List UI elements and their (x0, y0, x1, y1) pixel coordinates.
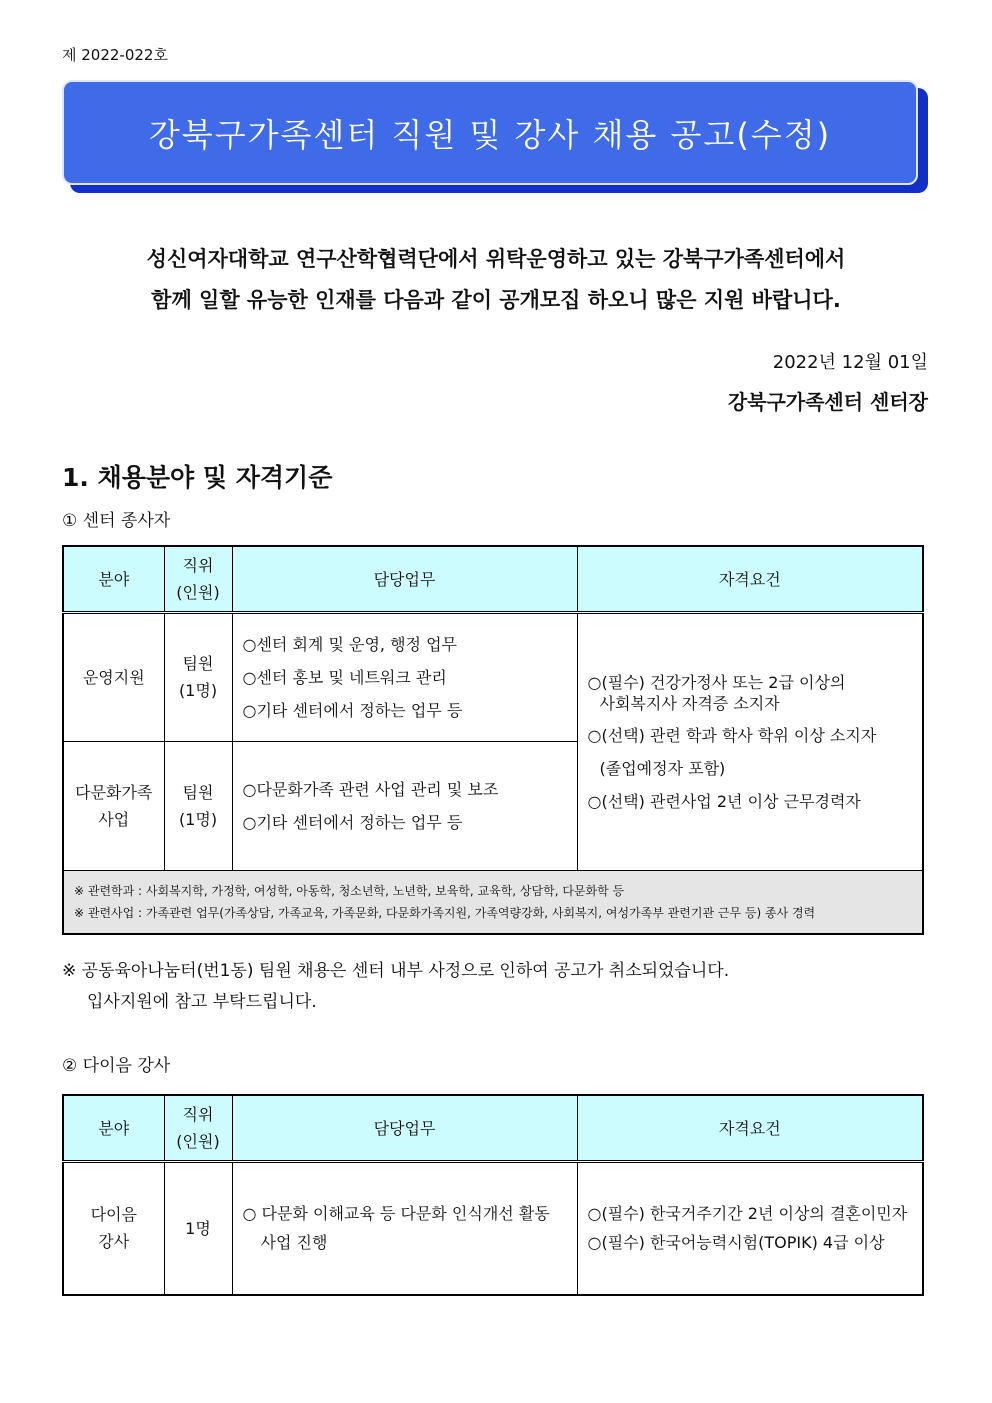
intro-line-1: 성신여자대학교 연구산학협력단에서 위탁운영하고 있는 강북구가족센터에서 (146, 247, 846, 271)
header-qualifications: 자격요건 (577, 1095, 923, 1161)
note-related-work: ※ 관련사업 : 가족관련 업무(가족상담, 가족교육, 가족문화, 다문화가족지원, 가족역량강화, 사회복지, 여성가족부 관련기관 근무 등) 종사 경력 (74, 905, 816, 920)
field-cell (63, 1161, 164, 1295)
position-line1: 팀원 (182, 654, 214, 673)
position-line1: 팀원 (182, 782, 214, 802)
position-cell (164, 612, 232, 741)
header-position (164, 1095, 232, 1161)
duty-item: ○다문화가족 관련 사업 관리 및 보조 (242, 779, 499, 799)
field-line2: 사업 (98, 809, 130, 829)
document-number: 제 2022-022호 (62, 46, 168, 64)
qualifications-cell (577, 612, 923, 870)
duty-item: ○기타 센터에서 정하는 업무 등 (242, 700, 463, 720)
qualification-item: ○(필수) 건강가정사 또는 2급 이상의 (587, 672, 846, 692)
note-related-majors: ※ 관련학과 : 사회복지학, 가정학, 여성학, 아동학, 청소년학, 노년학, 보육학, 교육학, 상담학, 다문화학 등 (74, 883, 625, 898)
table-row (63, 612, 923, 741)
notice-line2: 입사지원에 참고 부탁드립니다. (87, 992, 317, 1012)
field-cell: 운영지원 (63, 612, 164, 741)
field-cell (63, 741, 164, 870)
position-line2: (1명) (178, 681, 218, 700)
qualification-item: ○(선택) 관련 학과 학사 학위 이상 소지자 (587, 725, 877, 745)
subsection-title-instructor: ② 다이음 강사 (62, 1056, 171, 1076)
header-position-line1: 직위 (182, 555, 214, 575)
notes-cell (63, 870, 923, 934)
qualification-item: ○(필수) 한국거주기간 2년 이상의 결혼이민자 (587, 1204, 908, 1224)
signer: 강북구가족센터 센터장 (727, 390, 928, 414)
header-position-line2: (인원) (176, 582, 220, 602)
duties-cell (232, 612, 577, 741)
duty-item: ○ 다문화 이해교육 등 다문화 인식개선 활동 (242, 1204, 550, 1224)
qualification-item: ○(필수) 한국어능력시험(TOPIK) 4급 이상 (587, 1233, 885, 1253)
header-position (164, 546, 232, 612)
field-line1: 다이음 (90, 1205, 137, 1225)
header-field: 분야 (63, 1095, 164, 1161)
page-title: 강북구가족센터 직원 및 강사 채용 공고(수정) (148, 115, 832, 154)
section-title: 1. 채용분야 및 자격기준 (62, 463, 333, 492)
header-duties: 담당업무 (232, 1095, 577, 1161)
field-line1: 다문화가족 (75, 782, 153, 802)
header-position-line2: (인원) (176, 1131, 220, 1151)
qualification-item: ○(선택) 관련사업 2년 이상 근무경력자 (587, 791, 861, 811)
position-cell: 1명 (164, 1161, 232, 1295)
header-duties: 담당업무 (232, 546, 577, 612)
header-field: 분야 (63, 546, 164, 612)
notes-row (63, 870, 923, 934)
table-row (63, 1161, 923, 1295)
cancellation-notice (62, 956, 729, 1018)
position-cell (164, 741, 232, 870)
duties-cell (232, 741, 577, 870)
notice-line1: ※ 공동육아나눔터(번1동) 팀원 채용은 센터 내부 사정으로 인하여 공고가 취소되었습니다. (62, 961, 730, 981)
intro-line-2: 함께 일할 유능한 인재를 다음과 같이 공개모집 하오니 많은 지원 바랍니다. (151, 288, 841, 312)
header-position-line1: 직위 (182, 1104, 214, 1124)
position-line2: (1명) (178, 809, 218, 829)
header-qualifications: 자격요건 (577, 546, 923, 612)
duty-item: ○센터 회계 및 운영, 행정 업무 (242, 634, 457, 654)
announcement-date: 2022년 12월 01일 (772, 352, 928, 373)
duty-item: ○기타 센터에서 정하는 업무 등 (242, 812, 463, 832)
duty-item: ○센터 홍보 및 네트워크 관리 (242, 667, 447, 687)
title-banner (62, 80, 918, 185)
table-header-row (63, 1095, 923, 1161)
instructor-table (62, 1094, 924, 1296)
staff-table (62, 545, 924, 935)
field-line2: 강사 (98, 1232, 130, 1252)
table-header-row (63, 546, 923, 612)
duty-item: 사업 진행 (260, 1233, 328, 1253)
qualification-item: 사회복지사 자격증 소지자 (599, 693, 780, 713)
qualifications-cell (577, 1161, 923, 1295)
qualification-item: (졸업예정자 포함) (599, 758, 726, 778)
duties-cell (232, 1161, 577, 1295)
subsection-title-staff: ① 센터 종사자 (62, 511, 171, 531)
